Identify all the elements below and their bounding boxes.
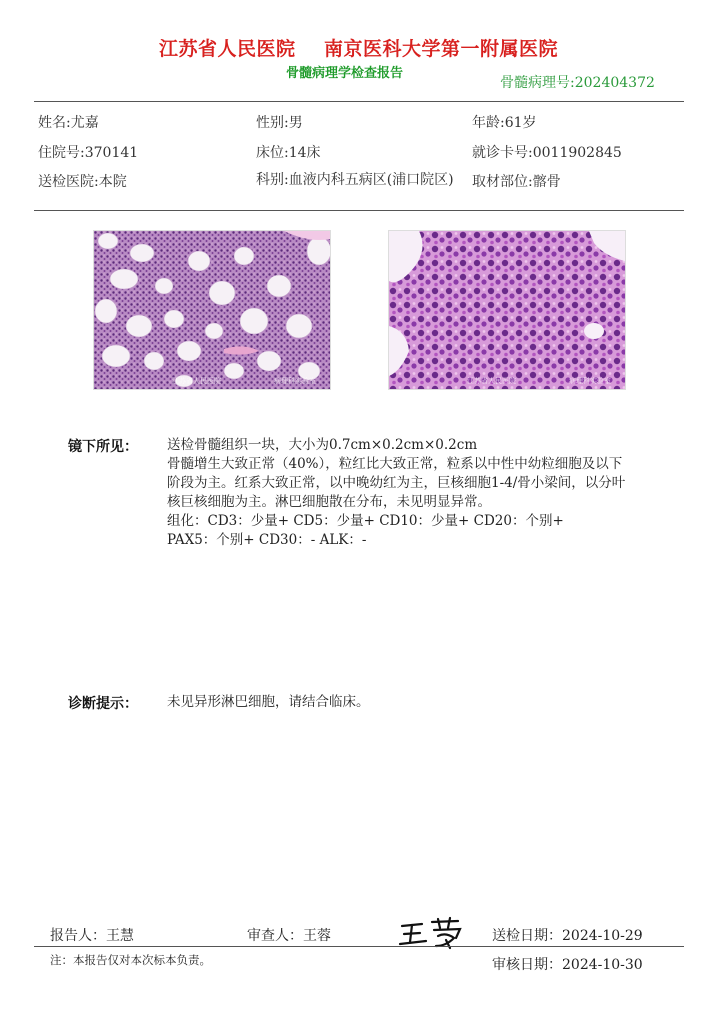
microscopy-line: 组化：CD3：少量+ CD5：少量+ CD10：少量+ CD20：个别+ PAX5：个别+ CD30：- ALK：-	[167, 513, 564, 548]
microscopy-label: 镜下所见：	[68, 439, 138, 455]
footer-divider	[34, 946, 684, 947]
department: 科别:血液内科五病区(浦口院区)	[256, 172, 454, 188]
patient-gender: 性别:男	[256, 115, 303, 131]
hospital-name-left: 江苏省人民医院	[159, 38, 296, 60]
micrograph-low-power-image	[94, 231, 330, 389]
header-divider	[34, 101, 684, 102]
reviewer-signature	[398, 916, 468, 950]
sampling-site: 取材部位:髂骨	[472, 174, 561, 190]
hospital-name-right: 南京医科大学第一附属医院	[323, 38, 558, 60]
reviewer: 审查人：王蓉	[247, 928, 331, 944]
watermark-right-2: 病理科实验室	[569, 377, 611, 385]
watermark-left-2: 江苏省人民医院	[467, 377, 516, 385]
microscopy-line: 送检骨髓组织一块，大小为0.7cm×0.2cm×0.2cm	[167, 437, 478, 453]
microscopy-findings	[167, 436, 637, 550]
hospital-title	[0, 34, 717, 61]
diagnosis-label: 诊断提示：	[68, 696, 138, 712]
watermark-right: 病理科实验室	[274, 377, 316, 385]
sending-hospital: 送检医院:本院	[38, 174, 127, 190]
reporter: 报告人：王慧	[50, 928, 134, 944]
pathology-number: 骨髓病理号:202404372	[500, 75, 655, 91]
patient-name: 姓名:尤嘉	[38, 115, 99, 131]
micrograph-low-power	[93, 230, 331, 390]
report-subtitle: 骨髓病理学检查报告	[286, 66, 404, 81]
microscopy-line: 骨髓增生大致正常（40%），粒红比大致正常，粒系以中性中幼粒细胞及以下阶段为主。红系大致正常，以中晚幼红为主，巨核细胞1-4/骨小梁间，以分叶核巨核细胞为主。淋巴细胞散在分布，未见明显异常。	[167, 456, 626, 510]
visit-card-number: 就诊卡号:0011902845	[472, 145, 622, 161]
micrograph-high-power-image	[389, 231, 625, 389]
info-divider	[34, 210, 684, 211]
inpatient-number: 住院号:370141	[38, 145, 139, 161]
diagnosis-text: 未见异形淋巴细胞，请结合临床。	[167, 694, 370, 710]
patient-age: 年龄:61岁	[472, 115, 537, 131]
micrograph-high-power	[388, 230, 626, 390]
review-date: 审核日期：2024-10-30	[492, 957, 643, 973]
bed-number: 床位:14床	[256, 145, 321, 161]
send-date: 送检日期：2024-10-29	[492, 928, 643, 944]
disclaimer-note: 注：本报告仅对本次标本负责。	[50, 953, 211, 967]
watermark-left: 江苏省人民医院	[172, 377, 221, 385]
